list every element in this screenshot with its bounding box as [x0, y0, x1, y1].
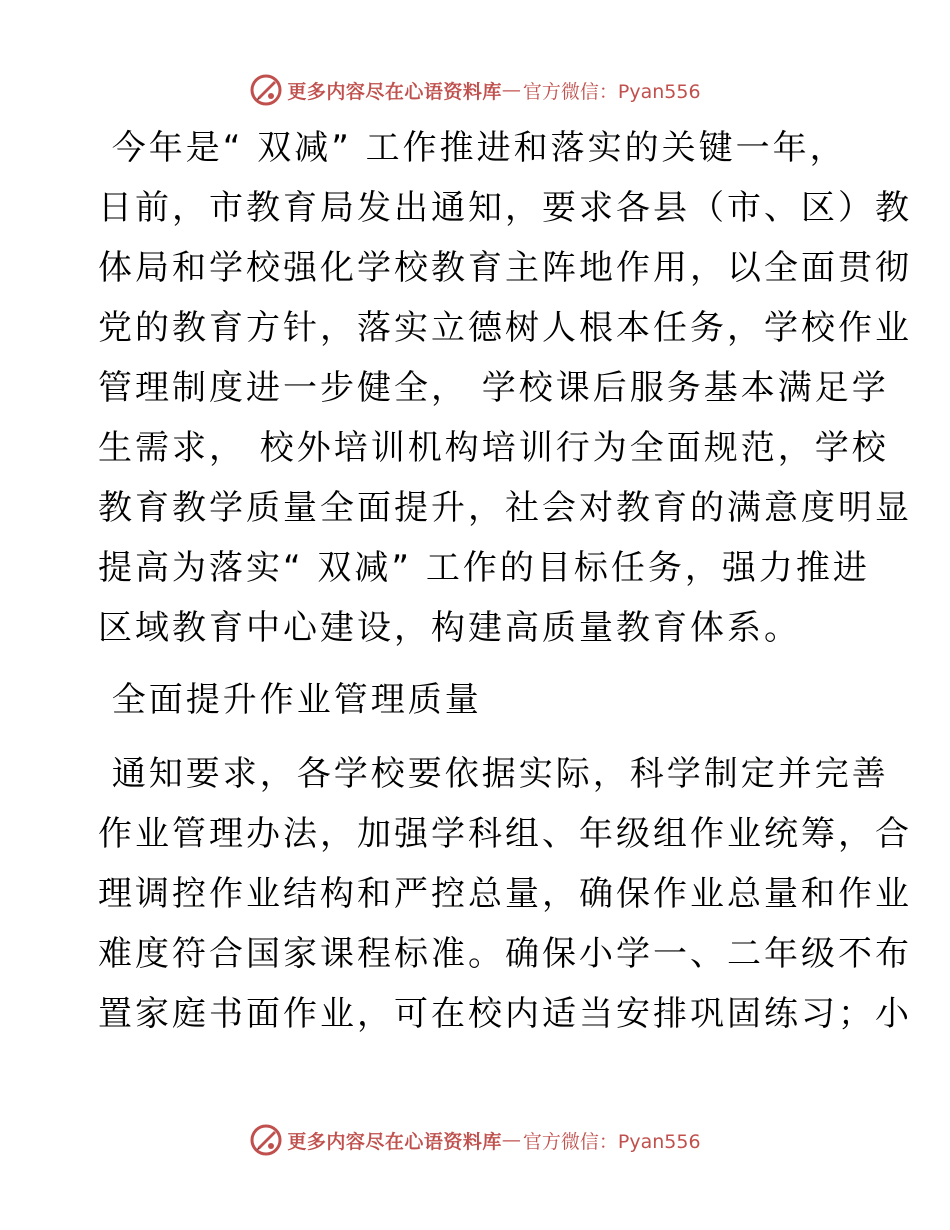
- document-body: [98, 118, 912, 1044]
- logo-icon: [249, 1123, 283, 1157]
- section-heading: [98, 670, 858, 730]
- header-banner: [0, 70, 950, 110]
- text-line: 生需求， 校外培训机构培训行为全面规范，学校: [98, 428, 889, 468]
- banner-dash: —: [501, 1129, 521, 1151]
- text-line: 党的教育方针，落实立德树人根本任务，学校作业: [98, 308, 912, 348]
- text-line: 日前，市教育局发出通知，要求各县（市、区）教: [98, 188, 912, 228]
- banner-wechat-text: 官方微信：Pyan556: [522, 1130, 701, 1153]
- text-line: 通知要求，各学校要依据实际，科学制定并完善: [98, 754, 889, 794]
- text-line: 体局和学校强化学校教育主阵地作用，以全面贯彻: [98, 248, 912, 288]
- logo-icon: [249, 73, 283, 107]
- text-line: 区域教育中心建设，构建高质量教育体系。: [98, 608, 801, 648]
- text-line: 提高为落实“ 双减” 工作的目标任务，强力推进: [98, 548, 870, 588]
- text-line: 教育教学质量全面提升，社会对教育的满意度明显: [98, 488, 912, 528]
- header-banner-inner: [249, 73, 700, 107]
- text-line: 今年是“ 双减” 工作推进和落实的关键一年，: [98, 128, 847, 168]
- text-line: 理调控作业结构和严控总量，确保作业总量和作业: [98, 874, 912, 914]
- spacer: [98, 730, 858, 744]
- section-heading-text: 全面提升作业管理质量: [98, 680, 482, 720]
- paragraph-2: [98, 744, 912, 1044]
- spacer: [98, 658, 858, 670]
- footer-banner-inner: [249, 1123, 700, 1157]
- paragraph-1: [98, 118, 912, 658]
- text-line: 置家庭书面作业，可在校内适当安排巩固练习；小: [98, 994, 912, 1034]
- text-line: 管理制度进一步健全， 学校课后服务基本满足学: [98, 368, 889, 408]
- footer-banner: [0, 1120, 950, 1160]
- text-line: 难度符合国家课程标准。确保小学一、二年级不布: [98, 934, 912, 974]
- text-line: 作业管理办法，加强学科组、年级组作业统筹，合: [98, 814, 912, 854]
- banner-wechat-text: 官方微信：Pyan556: [522, 80, 701, 103]
- banner-site-text: 更多内容尽在心语资料库: [287, 80, 502, 103]
- banner-site-text: 更多内容尽在心语资料库: [287, 1130, 502, 1153]
- banner-dash: —: [501, 79, 521, 101]
